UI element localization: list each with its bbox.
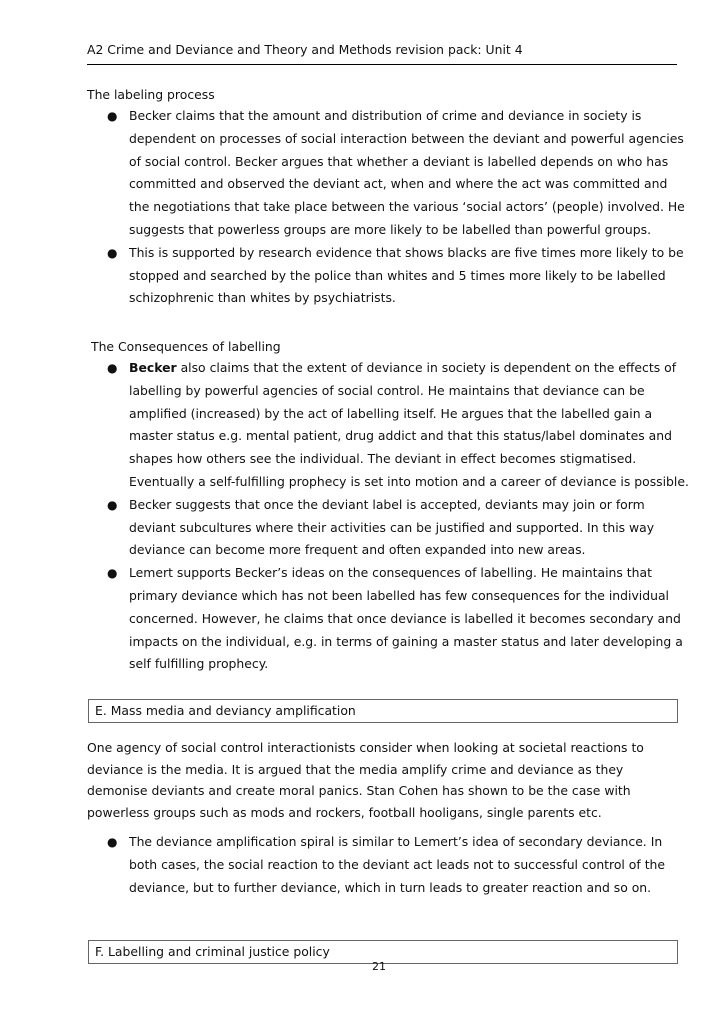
page-number: 21	[372, 960, 386, 973]
bullet-icon: ●	[107, 245, 118, 260]
section-e-paragraph	[87, 737, 687, 823]
list-item-text: This is supported by research evidence that shows blacks are five times more likely to be stopped and searched by the police than whites and 5 times more likely to be labelled schizophrenic than whites by psychiatrists.	[129, 244, 684, 306]
section-e-heading-box	[88, 699, 678, 723]
list-item	[87, 562, 691, 676]
consequences-heading: The Consequences of labelling	[91, 339, 281, 354]
list-item-text: also claims that the extent of deviance in society is dependent on the effects of labelling by powerful agencies of social control. He maintains that deviance can be amplified (increased) by the act of labelling itself. He argues that the labelled gain a master status e.g. mental patient, drug addict and that this status/label dominates and shapes how others see the individual. The deviant in effect becomes stigmatised. Eventually a self-fulfilling prophecy is set into motion and a career of deviance is possible.	[129, 360, 689, 489]
consequences-list	[87, 357, 691, 676]
section-e-list-block	[87, 831, 687, 899]
emphasis-author: Becker	[129, 360, 177, 375]
bullet-icon: ●	[107, 566, 118, 581]
bullet-icon: ●	[107, 835, 118, 849]
page-header: A2 Crime and Deviance and Theory and Methods revision pack: Unit 4	[87, 42, 523, 57]
list-item-text: Becker suggests that once the deviant label is accepted, deviants may join or form deviant subcultures where their activities can be justified and supported. In this way deviance can become more frequent and often expanded into new areas.	[129, 496, 655, 558]
list-item	[87, 831, 687, 899]
bullet-icon: ●	[107, 109, 118, 123]
consequences-section	[91, 336, 691, 676]
labeling-process-heading: The labeling process	[87, 87, 215, 102]
list-item	[87, 105, 687, 242]
bullet-icon: ●	[107, 497, 118, 512]
list-item	[87, 494, 691, 562]
list-item	[87, 357, 691, 494]
section-e-heading: E. Mass media and deviancy amplification	[95, 703, 356, 718]
list-item-text: The deviance amplification spiral is similar to Lemert’s idea of secondary deviance. In both cases, the social reaction to the deviant act leads not to successful control of the deviance, but to further deviance, which in turn leads to greater reaction and so on.	[129, 834, 666, 895]
list-item-text: Lemert supports Becker’s ideas on the consequences of labelling. He maintains that primary deviance which has not been labelled has few consequences for the individual concerned. However, he claims that once deviance is labelled it becomes secondary and impacts on the individual, e.g. in terms of gaining a master status and later developing a self fulfilling prophecy.	[129, 565, 683, 672]
section-e-text: One agency of social control interactionists consider when looking at societal reactions to deviance is the media. It is argued that the media amplify crime and deviance as they demonise deviants and create moral panics. Stan Cohen has shown to be the case with powerless groups such as mods and rockers, football hooligans, single parents etc.	[87, 740, 644, 820]
list-item	[87, 242, 687, 310]
section-e-list	[87, 831, 687, 899]
list-item-text: Becker claims that the amount and distribution of crime and deviance in society is dependent on processes of social interaction between the deviant and powerful agencies of social control. Becker argues that whether a deviant is labelled depends on who has committed and observed the deviant act, when and where the act was committed and the negotiations that take place between the various ‘social actors’ (people) involved. He suggests that powerless groups are more likely to be labelled than powerful groups.	[129, 108, 685, 237]
section-f-heading: F. Labelling and criminal justice policy	[95, 944, 330, 959]
labeling-process-list	[87, 105, 687, 310]
header-divider	[87, 64, 677, 65]
bullet-icon: ●	[107, 361, 118, 375]
labeling-process-section	[87, 84, 687, 310]
